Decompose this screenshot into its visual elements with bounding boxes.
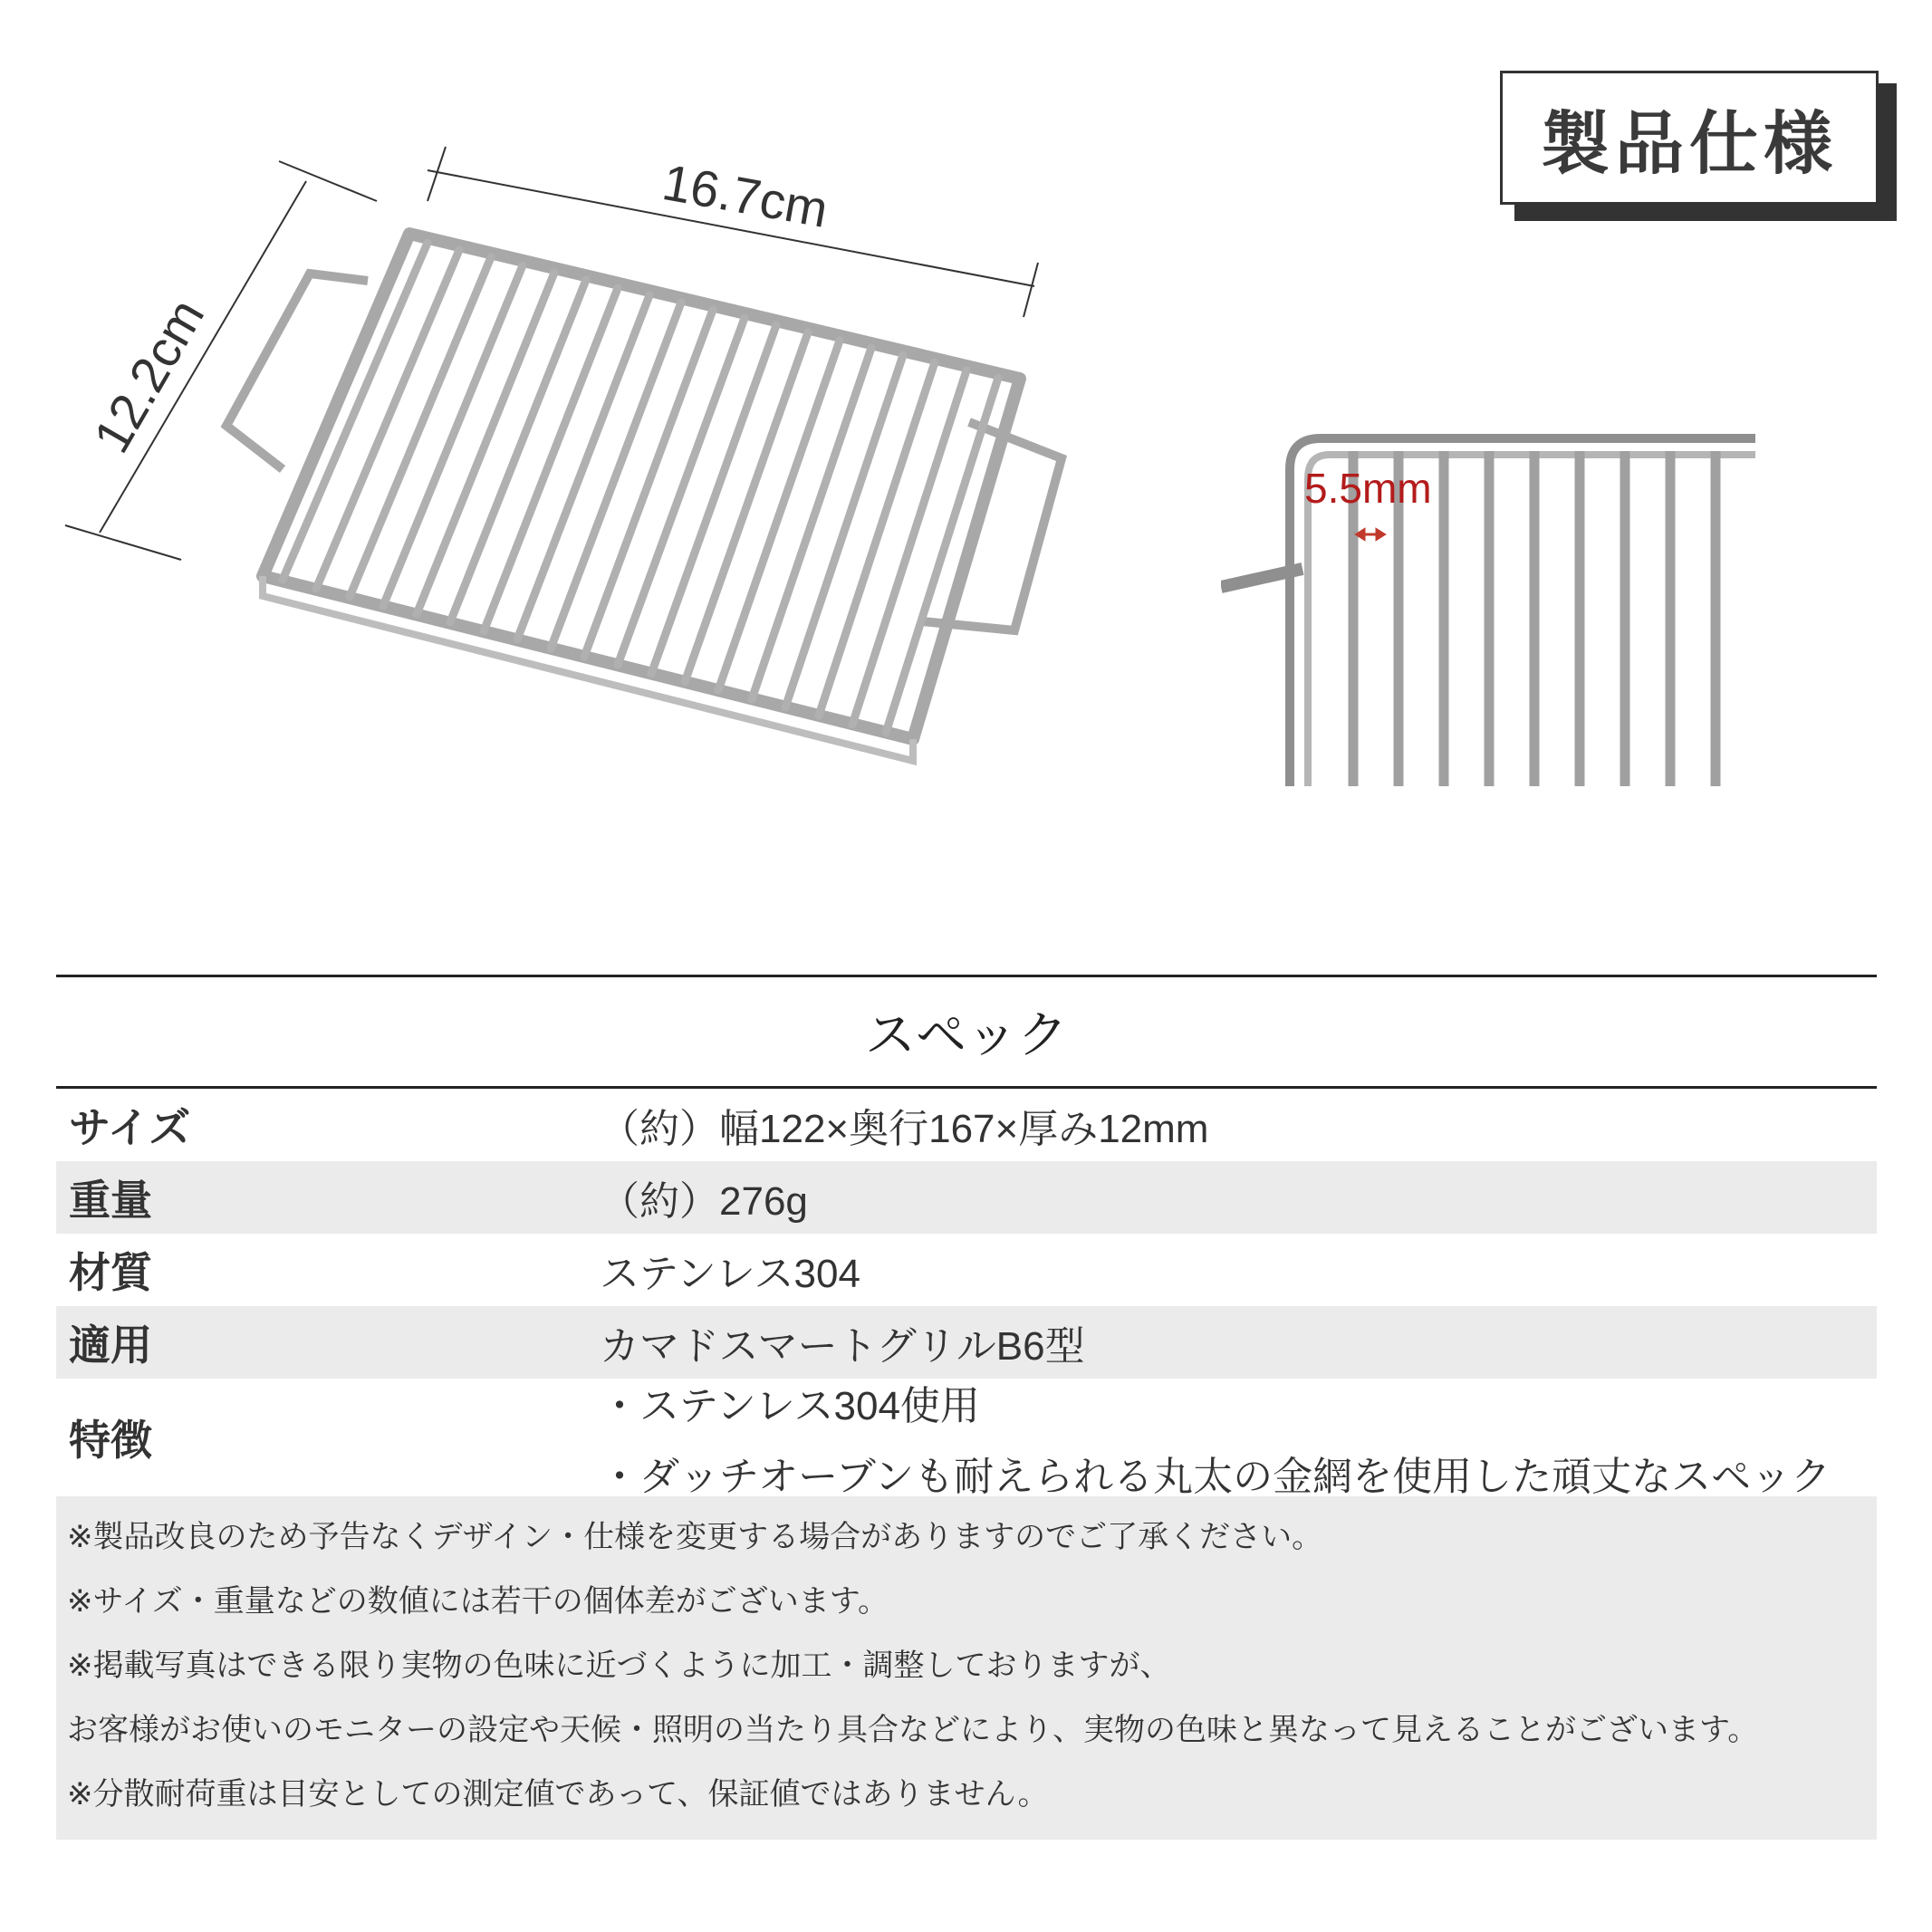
spec-row-material [56,1234,1877,1306]
grill-bars [283,243,998,733]
width-dimension-label: 16.7cm [658,152,832,238]
gap-arrow-icon [1357,530,1384,539]
note-line: ※掲載写真はできる限り実物の色味に近づくように加工・調整しておりますが、 [67,1648,1171,1684]
spec-value: カマドスマートグリルB6型 [600,1324,1085,1369]
spec-value: （約）幅122×奥行167×厚み12mm [600,1107,1209,1151]
spec-row-compatibility [56,1306,1877,1379]
note-line: ※製品改良のため予告なくデザイン・仕様を変更する場合がありますのでご了承ください。 [67,1519,1323,1555]
spec-table [56,975,1877,1840]
depth-dimension-label: 12.2cm [82,289,216,462]
note-line: お客様がお使いのモニターの設定や天候・照明の当たり具合などにより、実物の色味と異なって見えることがございます。 [67,1712,1759,1748]
note-line: ※分散耐荷重は目安としての測定値であって、保証値ではありません。 [67,1776,1049,1812]
spec-value: ステンレス304 [600,1252,860,1296]
spec-title: スペック [865,1006,1068,1065]
spec-label: 特徴 [69,1416,152,1465]
spec-value: （約）276g [600,1179,808,1224]
product-spec-badge: 製品仕様 [1500,71,1879,205]
spec-label: 重量 [69,1176,152,1225]
depth-dimension-line [65,161,377,560]
feature-line: ・ダッチオーブンも耐えられる丸太の金網を使用した頑丈なスペック [600,1455,1831,1499]
spec-value [600,1373,1877,1502]
notes-block [56,1496,1877,1840]
feature-line: ・ステンレス304使用 [600,1384,980,1428]
note-line: ※サイズ・重量などの数値には若干の個体差がございます。 [67,1583,889,1620]
bar-gap-detail-photo [1221,433,1755,786]
spec-row-weight [56,1161,1877,1234]
bar-gap-label: 5.5mm [1304,465,1432,512]
spec-label: 適用 [69,1321,152,1370]
grill-illustration [54,136,1087,788]
spec-row-features [56,1379,1877,1499]
spec-label: 材質 [69,1248,152,1297]
spec-row-size [56,1089,1877,1161]
spec-label: サイズ [69,1103,191,1152]
